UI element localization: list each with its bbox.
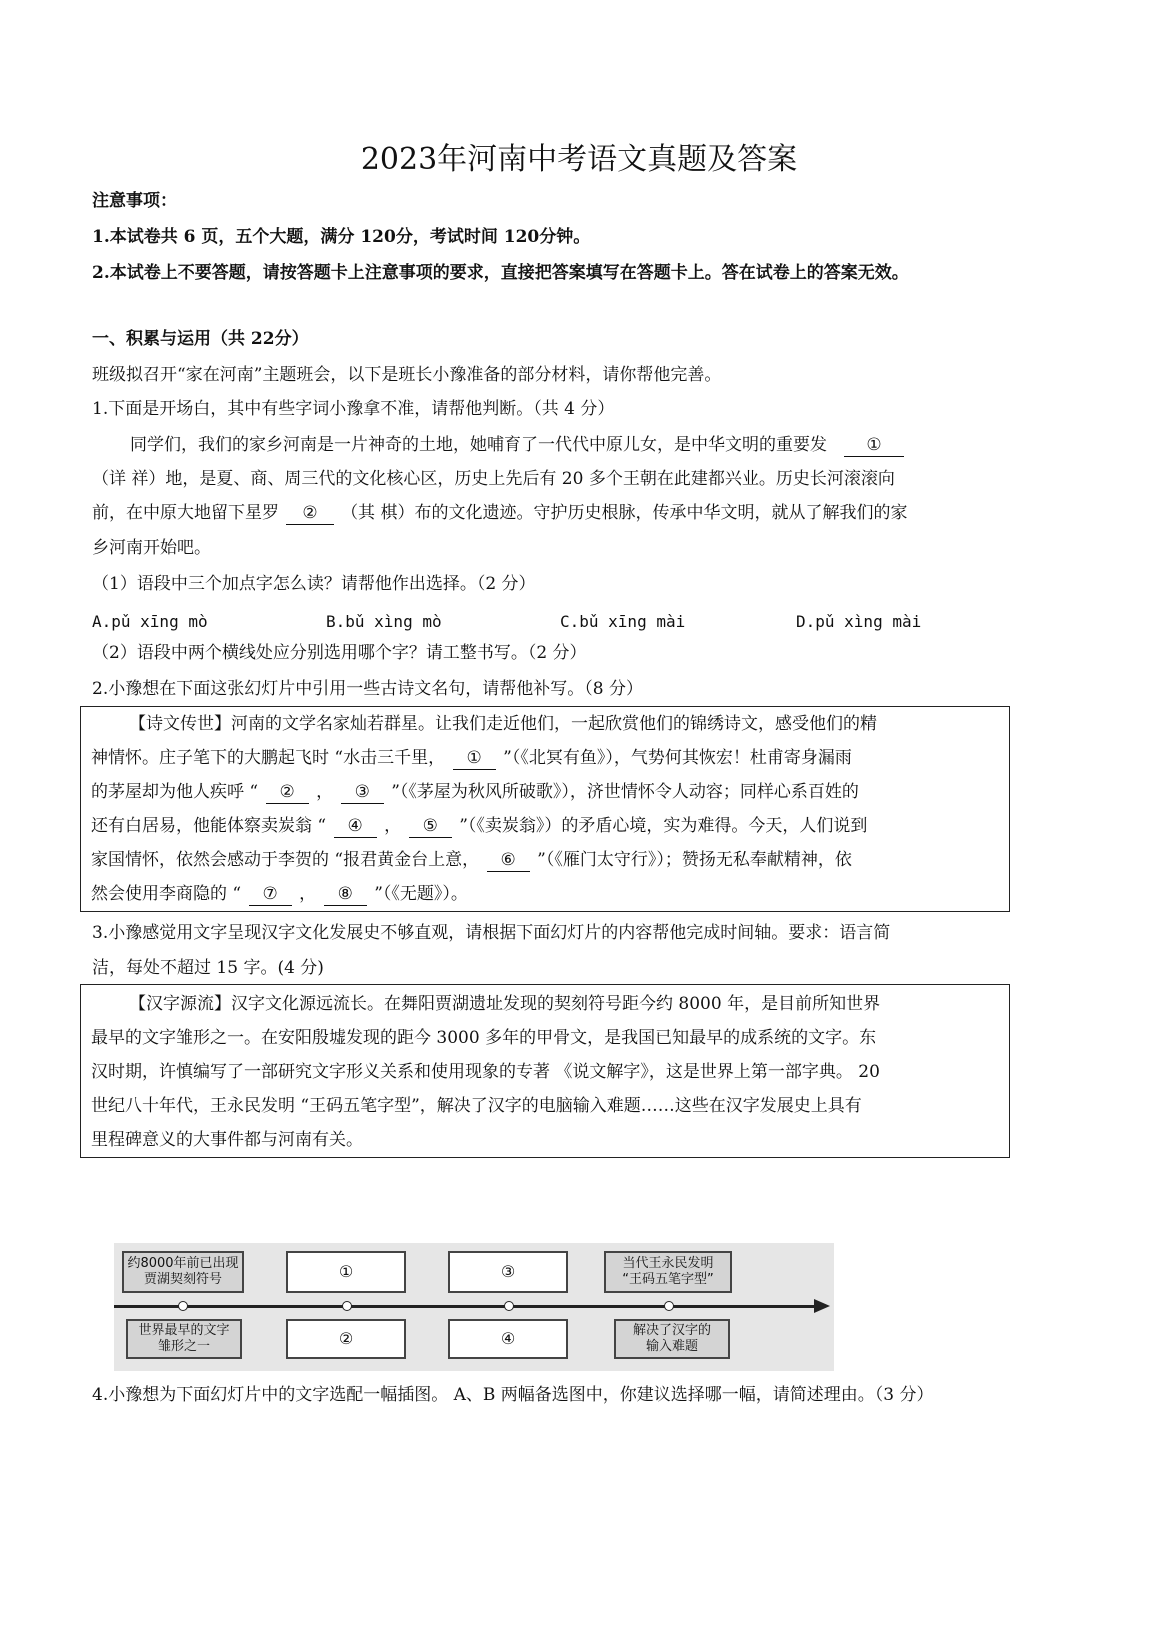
section-heading: 一、积累与运用（共 22分） <box>92 329 309 349</box>
timeline-bottom-1: 世界最早的文字 雏形之一 <box>126 1319 242 1359</box>
characters-line-2: 最早的文字雏形之一。在安阳殷墟发现的距今 3000 多年的甲骨文，是我国已知最早的成系统的文字。东 <box>91 1028 877 1048</box>
poem-text: ”（《雁门太守行》）；赞扬无私奉献精神，依 <box>537 850 852 870</box>
timeline-dot <box>178 1301 188 1311</box>
blank-8: ⑧ <box>324 883 367 906</box>
option-a: A.pǔ xīng mò <box>92 612 208 631</box>
blank-2: ② <box>286 502 333 525</box>
poem-text: 神情怀。庄子笔下的大鹏起飞时 “水击三千里， <box>91 748 446 768</box>
option-c: C.bǔ xīng mài <box>560 612 686 631</box>
poem-text: 家国情怀，依然会感动于李贺的 “报君黄金台上意， <box>91 850 480 870</box>
timeline-bottom-2: ② <box>286 1319 406 1359</box>
option-b: B.bǔ xìng mò <box>326 612 442 631</box>
blank-1: ① <box>453 747 496 770</box>
poem-text: ”（《茅屋为秋风所破歌》），济世情怀令人动容；同样心系百姓的 <box>391 782 859 802</box>
question-1-passage-line-1 <box>130 434 906 457</box>
question-1-sub-1: （1）语段中三个加点字怎么读？请帮他作出选择。（2 分） <box>92 574 536 594</box>
poem-line-4 <box>91 815 867 838</box>
timeline-dot <box>342 1301 352 1311</box>
timeline-arrow-icon <box>814 1299 830 1313</box>
question-1-stem: 1.下面是开场白，其中有些字词小豫拿不准，请帮他判断。（共 4 分） <box>92 399 615 419</box>
notice-heading: 注意事项： <box>92 191 177 211</box>
timeline-axis <box>114 1305 820 1308</box>
question-1-passage-line-3 <box>92 502 907 525</box>
characters-line-1: 【汉字源流】汉字文化源远流长。在舞阳贾湖遗址发现的契刻符号距今约 8000 年，是目前所知世界 <box>129 994 881 1014</box>
timeline-top-3: ③ <box>448 1251 568 1293</box>
poem-text: 还有白居易，他能体察卖炭翁 “ <box>91 816 327 836</box>
question-3-stem-line-2: 洁，每处不超过 15 字。(4 分) <box>92 958 324 978</box>
poem-text: ， <box>316 782 334 802</box>
question-1-passage-line-4: 乡河南开始吧。 <box>92 538 211 558</box>
passage-text: （其 棋）布的文化遗迹。守护历史根脉，传承中华文明，就从了解我们的家 <box>341 503 908 523</box>
option-d: D.pǔ xìng mài <box>796 612 922 631</box>
question-1-passage-line-2: （详 祥）地，是夏、商、周三代的文化核心区，历史上先后有 20 多个王朝在此建都兴业。历史长河滚滚向 <box>92 469 895 489</box>
notice-item-1: 1.本试卷共 6 页，五个大题，满分 120分，考试时间 120分钟。 <box>92 227 591 247</box>
passage-text: 前，在中原大地留下星罗 <box>92 503 279 523</box>
poem-text: ”（《北冥有鱼》），气势何其恢宏！杜甫寄身漏雨 <box>503 748 852 768</box>
poem-line-1: 【诗文传世】河南的文学名家灿若群星。让我们走近他们，一起欣赏他们的锦绣诗文，感受他们的精 <box>129 714 877 734</box>
poem-line-6 <box>91 883 468 906</box>
timeline-top-4: 当代王永民发明 “王码五笔字型” <box>604 1251 732 1293</box>
timeline-top-1: 约8000年前已出现 贾湖契刻符号 <box>122 1251 244 1293</box>
blank-4: ④ <box>334 815 377 838</box>
blank-5: ⑤ <box>409 815 452 838</box>
poem-line-5 <box>91 849 852 872</box>
timeline-bottom-4: 解决了汉字的 输入难题 <box>614 1319 730 1359</box>
poem-text: 然会使用李商隐的 “ <box>91 884 242 904</box>
question-2-stem: 2.小豫想在下面这张幻灯片中引用一些古诗文名句，请帮他补写。（8 分） <box>92 679 643 699</box>
timeline-dot <box>664 1301 674 1311</box>
question-4-stem: 4.小豫想为下面幻灯片中的文字选配一幅插图。 A、B 两幅备选图中，你建议选择哪一幅，请简述理由。（3 分） <box>92 1385 934 1405</box>
characters-line-3: 汉时期，许慎编写了一部研究文字形义关系和使用现象的专著 《说文解字》，这是世界上第一部字典。 20 <box>91 1062 880 1082</box>
slide-box-poems <box>80 706 1010 912</box>
characters-line-4: 世纪八十年代，王永民发明 “王码五笔字型”，解决了汉字的电脑输入难题……这些在汉字发展史上具有 <box>91 1096 862 1116</box>
poem-line-2 <box>91 747 852 770</box>
section-intro: 班级拟召开“家在河南”主题班会，以下是班长小豫准备的部分材料，请你帮他完善。 <box>92 365 722 385</box>
blank-6: ⑥ <box>487 849 530 872</box>
poem-line-3 <box>91 781 859 804</box>
blank-1: ① <box>844 434 903 457</box>
poem-text: 的茅屋却为他人疾呼 “ <box>91 782 259 802</box>
poem-text: ”（《无题》）。 <box>374 884 468 904</box>
characters-line-5: 里程碑意义的大事件都与河南有关。 <box>91 1130 363 1150</box>
timeline-bottom-3: ④ <box>448 1319 568 1359</box>
timeline-dot <box>504 1301 514 1311</box>
slide-box-characters <box>80 984 1010 1158</box>
poem-text: ， <box>384 816 402 836</box>
poem-text: ”（《卖炭翁》）的矛盾心境，实为难得。今天，人们说到 <box>459 816 868 836</box>
notice-item-2: 2.本试卷上不要答题，请按答题卡上注意事项的要求，直接把答案填写在答题卡上。答在试卷上的答案无效。 <box>92 263 909 283</box>
timeline-top-2: ① <box>286 1251 406 1293</box>
question-1-sub-2: （2）语段中两个横线处应分别选用哪个字？请工整书写。（2 分） <box>92 643 587 663</box>
page-title: 2023年河南中考语文真题及答案 <box>360 142 798 177</box>
poem-text: ， <box>299 884 317 904</box>
blank-3: ③ <box>341 781 384 804</box>
timeline <box>114 1243 834 1371</box>
blank-2: ② <box>266 781 309 804</box>
question-3-stem-line-1: 3.小豫感觉用文字呈现汉字文化发展史不够直观，请根据下面幻灯片的内容帮他完成时间轴。要求：语言简 <box>92 923 891 943</box>
passage-text: 同学们，我们的家乡河南是一片神奇的土地，她哺育了一代代中原儿女，是中华文明的重要发 <box>130 435 827 455</box>
blank-7: ⑦ <box>249 883 292 906</box>
